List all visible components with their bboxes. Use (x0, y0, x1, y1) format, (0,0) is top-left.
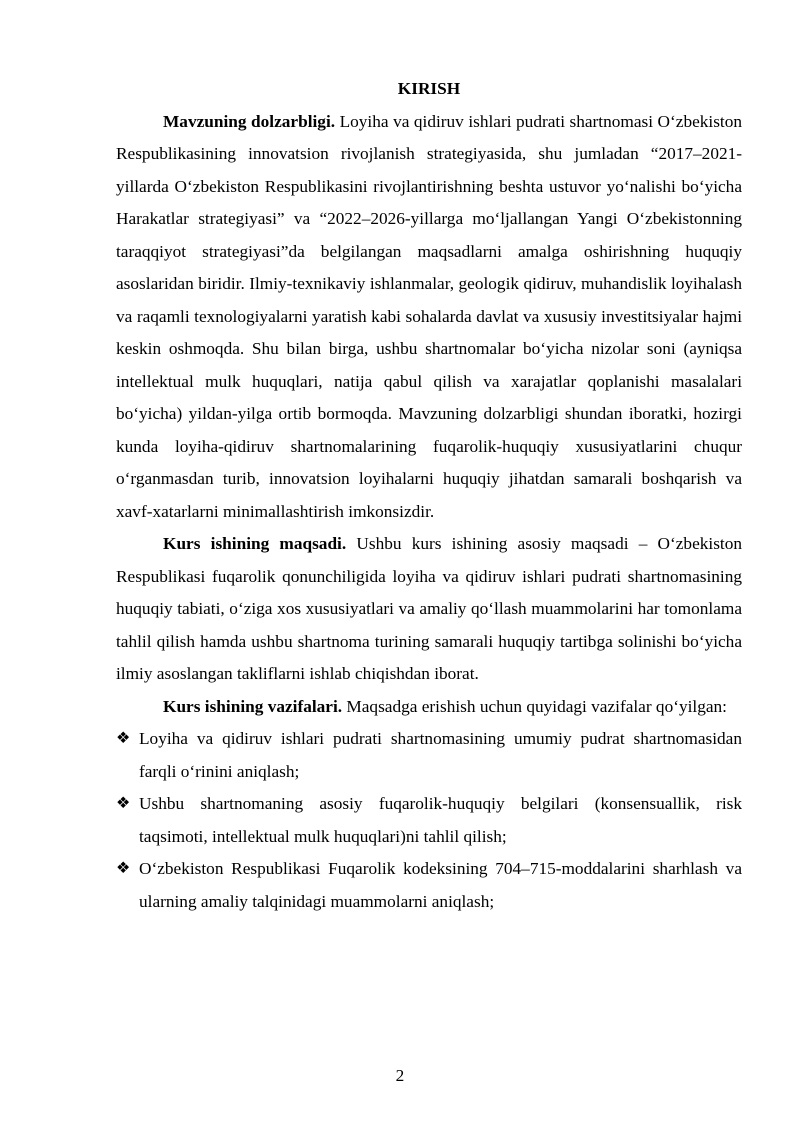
task-list (116, 723, 742, 918)
paragraph-goal (116, 528, 742, 691)
paragraph-relevance (116, 106, 742, 529)
page-number: 2 (395, 1066, 405, 1085)
list-item (116, 723, 742, 788)
paragraph-text: Maqsadga erishish uchun quyidagi vazifalar qo‘yilgan: (342, 696, 727, 716)
diamond-bullet-icon: ❖ (116, 730, 131, 747)
paragraph-tasks-intro (116, 691, 742, 724)
paragraph-lead: Kurs ishining maqsadi. (163, 534, 347, 553)
list-item-text: O‘zbekiston Respublikasi Fuqarolik kodeksining 704–715-moddalarini sharhlash va ularning amaliy talqinidagi muammolarni aniqlash; (139, 859, 742, 911)
list-item (116, 853, 742, 918)
diamond-bullet-icon: ❖ (116, 795, 131, 812)
list-item (116, 788, 742, 853)
paragraph-text: Loyiha va qidiruv ishlari pudrati shartnomasi O‘zbekiston Respublikasining innovatsion rivojlanish strategiyasida, shu jumladan “2017–2021-yillarda O‘zbekiston Respublikasini rivojlantirishning beshta ustuvor yo‘nalishi bo‘yicha Harakatlar strategiyasi” va “2022–2026-yillarga mo‘ljallangan Yangi O‘zbekistonning taraqqiyot strategiyasi”da belgilangan maqsadlarni amalga oshirishning huquqiy asoslaridan biridir. Ilmiy-texnikaviy ishlanmalar, geologik qidiruv, muhandislik loyihalash va raqamli texnologiyalarni yaratish kabi sohalarda davlat va xususiy investitsiyalar hajmi keskin oshmoqda. Shu bilan birga, ushbu shartnomalar bo‘yicha nizolar soni (ayniqsa intellektual mulk huquqlari, natija qabul qilish va xarajatlar qoplanishi masalalari bo‘yicha) yildan-yilga ortib bormoqda. Mavzuning dolzarbligi shundan iboratki, hozirgi kunda loyiha-qidiruv shartnomalarining fuqarolik-huquqiy xususiyatlarini chuqur o‘rganmasdan turib, innovatsion loyihalarni huquqiy jihatdan samarali boshqarish va xavf-xatarlarni minimallashtirish imkonsizdir. (116, 111, 743, 521)
list-item-text: Loyiha va qidiruv ishlari pudrati shartnomasining umumiy pudrat shartnomasidan farqli o‘rinini aniqlash; (139, 729, 742, 781)
diamond-bullet-icon: ❖ (116, 860, 131, 877)
paragraph-text: Ushbu kurs ishining asosiy maqsadi – O‘zbekiston Respublikasi fuqarolik qonunchiligida loyiha va qidiruv ishlari pudrati shartnomasining huquqiy tabiati, o‘ziga xos xususiyatlari va amaliy qo‘llash muammolarini har tomonlama tahlil qilish hamda ushbu shartnoma turining samarali huquqiy tartibga solinishi bo‘yicha ilmiy asoslangan takliflarni ishlab chiqishdan iborat. (116, 534, 742, 683)
section-heading: KIRISH (397, 79, 461, 98)
list-item-text: Ushbu shartnomaning asosiy fuqarolik-huquqiy belgilari (konsensuallik, risk taqsimoti, intellektual mulk huquqlari)ni tahlil qilish; (139, 794, 742, 846)
paragraph-lead: Kurs ishining vazifalari. (163, 696, 343, 716)
page-body (116, 73, 742, 918)
paragraph-lead: Mavzuning dolzarbligi. (163, 111, 336, 131)
